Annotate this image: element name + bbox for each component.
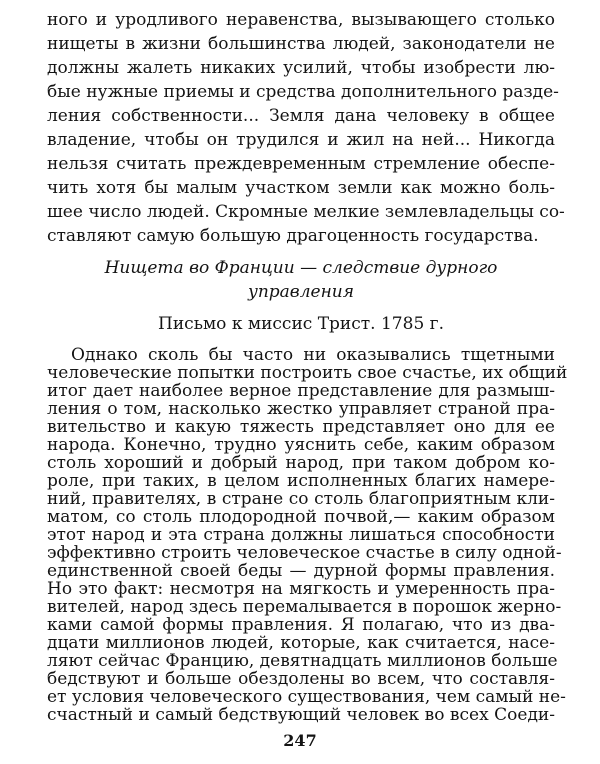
paragraph-line: ного и уродливого неравенства, вызывающего столько: [47, 10, 555, 30]
paragraph-line: итог дает наиболее верное представление для размыш-: [47, 381, 555, 401]
paragraph-line: ний, правителях, в стране со столь благоприятным кли-: [47, 489, 555, 509]
paragraph-line: человеческие попытки построить свое счастье, их общий: [47, 363, 568, 383]
paragraph-line: шее число людей. Скромные мелкие землевладельцы со-: [47, 202, 565, 222]
paragraph-line: столь хороший и добрый народ, при таком добром ко-: [47, 453, 555, 473]
paragraph-line: владение, чтобы он трудился и жил на ней... Никогда: [47, 130, 555, 150]
paragraph-line: единственной своей беды — дурной формы правления.: [47, 561, 555, 581]
section-heading-line-2: управления: [247, 282, 354, 302]
paragraph-line: народа. Конечно, трудно уяснить себе, каким образом: [47, 435, 555, 455]
paragraph-line: дцати миллионов людей, которые, как считается, насе-: [47, 633, 555, 653]
paragraph-line: должны жалеть никаких усилий, чтобы изобрести лю-: [47, 58, 555, 78]
paragraph-line: счастный и самый бедствующий человек во всех Соеди-: [47, 705, 555, 725]
paragraph-line: ления собственности... Земля дана человеку в общее: [47, 106, 555, 126]
paragraph-line: ставляют самую большую драгоценность государства.: [47, 226, 539, 246]
paragraph-line: роле, при таких, в целом исполненных благих намере-: [47, 471, 555, 491]
paragraph-line: чить хотя бы малым участком земли как можно боль-: [47, 178, 555, 198]
paragraph-line: этот народ и эта страна должны лишаться способности: [47, 525, 555, 545]
paragraph-line: вителей, народ здесь перемалывается в порошок жерно-: [47, 597, 562, 617]
paragraph-line: Однако сколь бы часто ни оказывались тщетными: [71, 345, 555, 365]
paragraph-line: Но это факт: несмотря на мягкость и умеренность пра-: [47, 579, 555, 599]
paragraph-line: бые нужные приемы и средства дополнительного разде-: [47, 82, 559, 102]
paragraph-line: вительство и какую тяжесть представляет оно для ее: [47, 417, 555, 437]
paragraph-line: ет условия человеческого существования, чем самый не-: [47, 687, 566, 707]
page-number: 247: [283, 731, 317, 750]
letter-subheading: Письмо к миссис Трист. 1785 г.: [158, 314, 444, 334]
paragraph-line: ления о том, насколько жестко управляет страной пра-: [47, 399, 555, 419]
paragraph-line: нищеты в жизни большинства людей, законодатели не: [47, 34, 555, 54]
paragraph-line: бедствуют и больше обездолены во всем, что составля-: [47, 669, 555, 689]
paragraph-line: эффективно строить человеческое счастье в силу одной-: [47, 543, 562, 563]
paragraph-line: ляют сейчас Францию, девятнадцать миллионов больше: [47, 651, 558, 671]
section-heading-line-1: Нищета во Франции — следствие дурного: [104, 258, 498, 278]
paragraph-line: матом, со столь плодородной почвой,— каким образом: [47, 507, 555, 527]
paragraph-line: нельзя считать преждевременным стремление обеспе-: [47, 154, 555, 174]
paragraph-line: ками самой формы правления. Я полагаю, что из два-: [47, 615, 555, 635]
